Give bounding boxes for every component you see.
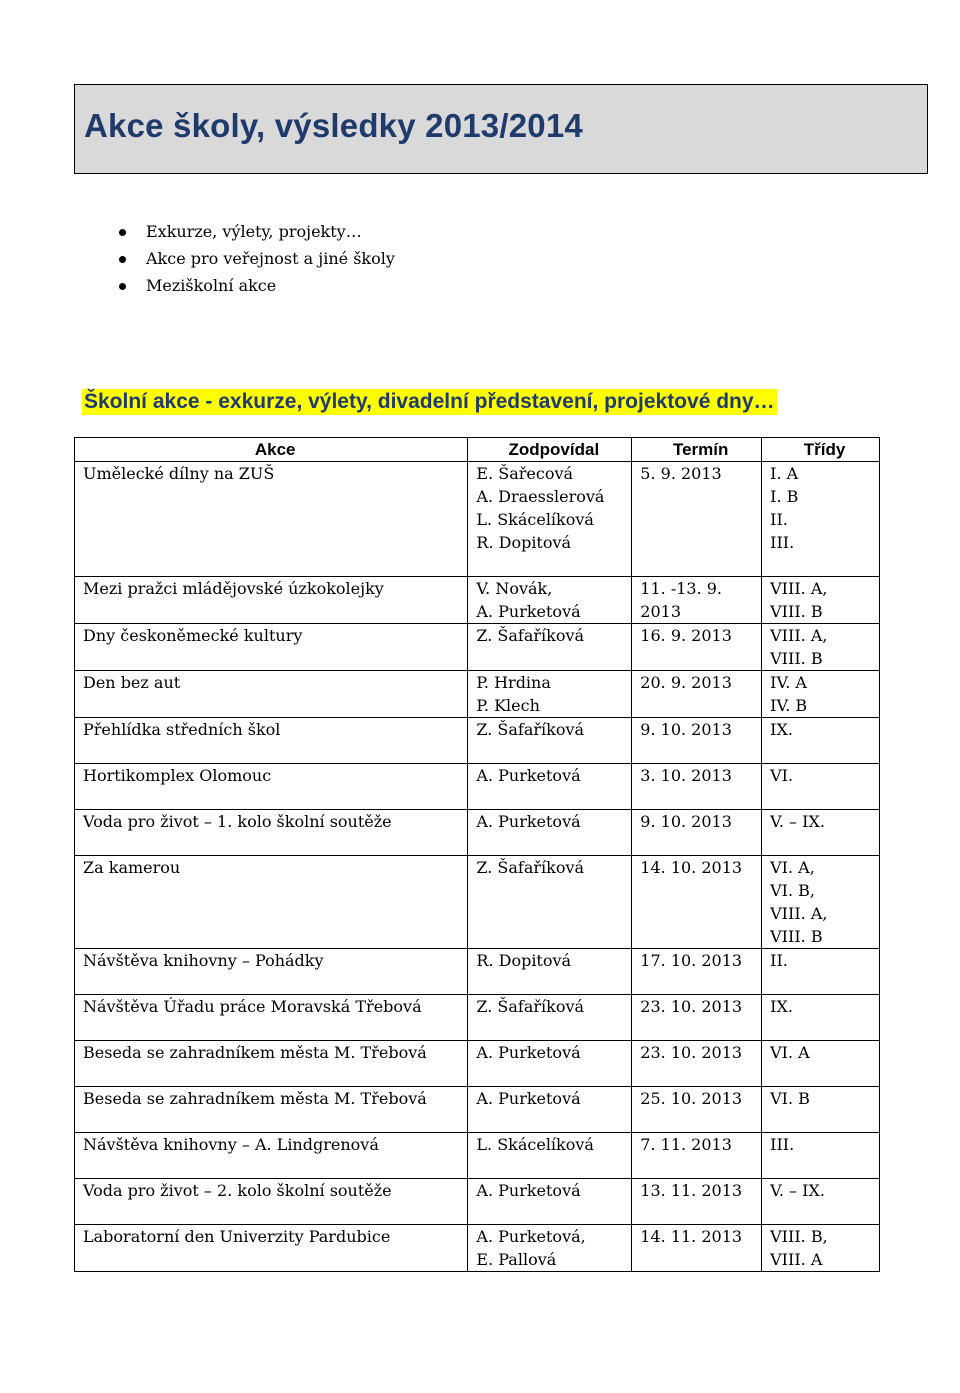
bullet-icon (119, 256, 126, 263)
table-row (75, 1041, 880, 1087)
cell-tridy: IV. A IV. B (762, 671, 880, 718)
cell-zodpovidal: A. Purketová (468, 1041, 632, 1087)
cell-termin: 23. 10. 2013 (632, 995, 762, 1041)
cell-tridy: VIII. A, VIII. B (762, 624, 880, 671)
cell-tridy: VIII. B, VIII. A (762, 1225, 880, 1272)
bullet-list (118, 221, 395, 302)
cell-tridy: IX. (762, 995, 880, 1041)
cell-termin: 14. 10. 2013 (632, 856, 762, 949)
cell-tridy: VI. A (762, 1041, 880, 1087)
cell-tridy: VI. (762, 764, 880, 810)
cell-akce: Mezi pražci mládějovské úzkokolejky (75, 577, 468, 624)
cell-zodpovidal: Z. Šafaříková (468, 856, 632, 949)
table-row (75, 1087, 880, 1133)
cell-tridy: IX. (762, 718, 880, 764)
bullet-text: Meziškolní akce (146, 276, 277, 295)
header-termin: Termín (632, 438, 762, 462)
cell-akce: Den bez aut (75, 671, 468, 718)
table-row (75, 764, 880, 810)
cell-zodpovidal: L. Skácelíková (468, 1133, 632, 1179)
cell-zodpovidal: Z. Šafaříková (468, 624, 632, 671)
cell-akce: Návštěva Úřadu práce Moravská Třebová (75, 995, 468, 1041)
page-title: Akce školy, výsledky 2013/2014 (84, 107, 583, 144)
cell-tridy: V. – IX. (762, 810, 880, 856)
bullet-text: Exkurze, výlety, projekty… (146, 222, 362, 241)
header-akce: Akce (75, 438, 468, 462)
cell-akce: Hortikomplex Olomouc (75, 764, 468, 810)
cell-termin: 3. 10. 2013 (632, 764, 762, 810)
events-table (74, 437, 880, 1272)
header-zodpovidal: Zodpovídal (468, 438, 632, 462)
table-row (75, 718, 880, 764)
cell-akce: Návštěva knihovny – Pohádky (75, 949, 468, 995)
cell-termin: 17. 10. 2013 (632, 949, 762, 995)
table-header-row (75, 438, 880, 462)
cell-termin: 23. 10. 2013 (632, 1041, 762, 1087)
cell-termin: 13. 11. 2013 (632, 1179, 762, 1225)
cell-tridy: I. A I. B II. III. (762, 462, 880, 577)
bullet-item (118, 275, 395, 302)
cell-zodpovidal: P. Hrdina P. Klech (468, 671, 632, 718)
cell-termin: 7. 11. 2013 (632, 1133, 762, 1179)
cell-termin: 9. 10. 2013 (632, 718, 762, 764)
title-box (74, 84, 928, 174)
cell-zodpovidal: Z. Šafaříková (468, 718, 632, 764)
cell-tridy: VI. A, VI. B, VIII. A, VIII. B (762, 856, 880, 949)
cell-akce: Návštěva knihovny – A. Lindgrenová (75, 1133, 468, 1179)
cell-akce: Přehlídka středních škol (75, 718, 468, 764)
cell-akce: Voda pro život – 1. kolo školní soutěže (75, 810, 468, 856)
cell-akce: Umělecké dílny na ZUŠ (75, 462, 468, 577)
cell-termin: 14. 11. 2013 (632, 1225, 762, 1272)
cell-akce: Dny českoněmecké kultury (75, 624, 468, 671)
bullet-item (118, 221, 395, 248)
bullet-text: Akce pro veřejnost a jiné školy (146, 249, 395, 268)
cell-tridy: III. (762, 1133, 880, 1179)
table-row (75, 856, 880, 949)
cell-zodpovidal: A. Purketová (468, 1179, 632, 1225)
table-row (75, 671, 880, 718)
bullet-icon (119, 283, 126, 290)
table-row (75, 949, 880, 995)
table-row (75, 624, 880, 671)
table-row (75, 1179, 880, 1225)
header-tridy: Třídy (762, 438, 880, 462)
cell-akce: Voda pro život – 2. kolo školní soutěže (75, 1179, 468, 1225)
cell-zodpovidal: R. Dopitová (468, 949, 632, 995)
cell-termin: 16. 9. 2013 (632, 624, 762, 671)
cell-zodpovidal: E. Šařecová A. Draesslerová L. Skácelíková R. Dopitová (468, 462, 632, 577)
cell-zodpovidal: A. Purketová (468, 810, 632, 856)
cell-zodpovidal: A. Purketová (468, 764, 632, 810)
cell-tridy: II. (762, 949, 880, 995)
table-row (75, 810, 880, 856)
cell-akce: Laboratorní den Univerzity Pardubice (75, 1225, 468, 1272)
table-row (75, 1133, 880, 1179)
cell-termin: 11. -13. 9. 2013 (632, 577, 762, 624)
bullet-icon (119, 229, 126, 236)
table-row (75, 577, 880, 624)
bullet-item (118, 248, 395, 275)
cell-termin: 20. 9. 2013 (632, 671, 762, 718)
section-title: Školní akce - exkurze, výlety, divadelní představení, projektové dny… (84, 390, 775, 413)
cell-termin: 25. 10. 2013 (632, 1087, 762, 1133)
cell-tridy: VI. B (762, 1087, 880, 1133)
cell-akce: Beseda se zahradníkem města M. Třebová (75, 1087, 468, 1133)
table-row (75, 995, 880, 1041)
cell-zodpovidal: Z. Šafaříková (468, 995, 632, 1041)
cell-termin: 5. 9. 2013 (632, 462, 762, 577)
table-row (75, 462, 880, 577)
cell-zodpovidal: V. Novák, A. Purketová (468, 577, 632, 624)
cell-zodpovidal: A. Purketová (468, 1087, 632, 1133)
cell-akce: Beseda se zahradníkem města M. Třebová (75, 1041, 468, 1087)
cell-akce: Za kamerou (75, 856, 468, 949)
cell-tridy: VIII. A, VIII. B (762, 577, 880, 624)
table-row (75, 1225, 880, 1272)
cell-tridy: V. – IX. (762, 1179, 880, 1225)
cell-termin: 9. 10. 2013 (632, 810, 762, 856)
cell-zodpovidal: A. Purketová, E. Pallová (468, 1225, 632, 1272)
